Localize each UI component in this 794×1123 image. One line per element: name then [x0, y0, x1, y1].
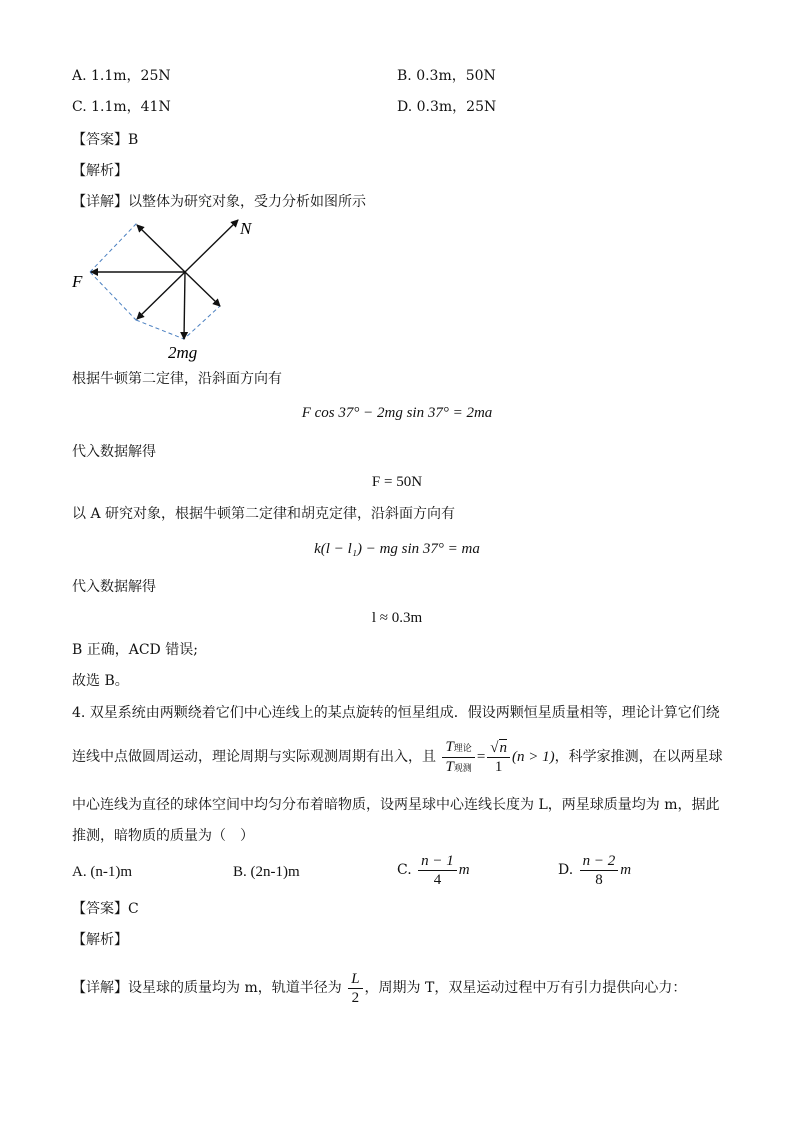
q3-option-a: A. 1.1m，25N	[72, 68, 171, 84]
arrow-f-component-down	[137, 272, 185, 319]
q4-option-c-denominator: 4	[433, 871, 442, 888]
q4-option-c-m: m	[458, 862, 470, 878]
q4-option-d-prefix: D.	[558, 862, 574, 878]
q4-detail-fraction-den: 2	[351, 989, 360, 1006]
label-n: N	[240, 219, 252, 238]
q4-option-c-numerator: n − 1	[418, 852, 457, 871]
t-theory: T	[445, 738, 454, 755]
dashed-parallelogram-lower	[136, 306, 220, 339]
q3-option-c: C. 1.1m，41N	[72, 99, 171, 115]
arrow-2mg	[184, 272, 185, 339]
q3-line-a-object: 以 A 研究对象，根据牛顿第二定律和胡克定律，沿斜面方向有	[72, 506, 456, 522]
q3-final-choice: 故选 B。	[72, 673, 129, 689]
q3-line-newton: 根据牛顿第二定律，沿斜面方向有	[72, 371, 282, 387]
q4-stem-line-4: 推测，暗物质的质量为（ ）	[72, 828, 254, 844]
q4-stem-line-2	[72, 736, 723, 778]
t-theory-subscript: 理论	[453, 742, 472, 753]
q4-stem-line-2a: 连线中点做圆周运动，理论周期与实际观测周期有出入，且	[72, 749, 436, 765]
q4-detail-a: 【详解】设星球的质量均为 m，轨道半径为	[72, 980, 342, 996]
q4-option-d	[558, 849, 631, 891]
q4-option-d-numerator: n − 2	[580, 852, 619, 871]
q3-equation-2: F = 50N	[371, 474, 423, 490]
arrow-n	[185, 220, 238, 272]
q4-stem-line-1: 4. 双星系统由两颗绕着它们中心连线上的某点旋转的恒星组成．假设两颗恒星质量相等，理论计算它们绕	[72, 705, 720, 721]
q3-detail-intro: 【详解】以整体为研究对象，受力分析如图所示	[72, 194, 366, 210]
sqrt-n-fraction: $\frac{√n}{1}$	[487, 739, 510, 776]
q4-detail-fraction-num: L	[348, 970, 362, 989]
sqrt-n: n	[499, 739, 508, 756]
q4-option-b: B. (2n-1)m	[233, 864, 300, 880]
q4-stem-line-2b: ，科学家推测，在以两星球	[554, 749, 723, 765]
q4-answer: 【答案】C	[72, 901, 139, 917]
q4-option-d-denominator: 8	[595, 871, 603, 888]
period-ratio-fraction	[442, 738, 474, 777]
q3-analysis-heading: 【解析】	[72, 163, 128, 179]
q4-option-a: A. (n-1)m	[72, 864, 132, 880]
q4-option-c-fraction	[418, 852, 457, 889]
t-observed-subscript: 观测	[453, 762, 472, 773]
q3-answer: 【答案】B	[72, 132, 139, 148]
q4-detail-b: ，周期为 T，双星运动过程中万有引力提供向心力：	[364, 980, 687, 996]
q4-analysis-heading: 【解析】	[72, 932, 128, 948]
q4-stem-line-3: 中心连线为直径的球体空间中均匀分布着暗物质，设两星球中心连线长度为 L，两星球质量均为 m，据此	[72, 797, 720, 813]
q3-equation-4: l ≈ 0.3m	[371, 610, 423, 626]
q4-option-c-prefix: C.	[397, 862, 412, 878]
arrow-mg-component	[185, 272, 220, 306]
q4-option-c	[397, 849, 470, 891]
ratio-equals: =	[476, 749, 486, 765]
force-diagram	[60, 210, 260, 370]
q3-option-d: D. 0.3m，25N	[397, 99, 497, 115]
q3-equation-1: F cos 37° − 2mg sin 37° = 2ma	[301, 405, 493, 421]
arrow-f-component-up	[137, 225, 185, 272]
label-2mg: 2mg	[168, 343, 198, 362]
q4-option-d-fraction	[580, 852, 619, 889]
q3-line-substitute-1: 代入数据解得	[72, 444, 156, 460]
n-condition: (n > 1)	[512, 749, 555, 765]
q4-detail-fraction	[348, 970, 362, 1007]
q3-line-substitute-2: 代入数据解得	[72, 579, 156, 595]
sqrt-n-denominator: 1	[494, 758, 503, 775]
q4-option-d-m: m	[620, 862, 632, 878]
q3-equation-3: k(l − l₁) − mg sin 37° = ma	[314, 541, 480, 557]
q3-option-b: B. 0.3m，50N	[397, 68, 496, 84]
q4-detail	[72, 967, 686, 1009]
t-observed: T	[445, 758, 454, 775]
q3-conclusion: B 正确，ACD 错误;	[72, 642, 198, 658]
label-f: F	[72, 272, 83, 291]
